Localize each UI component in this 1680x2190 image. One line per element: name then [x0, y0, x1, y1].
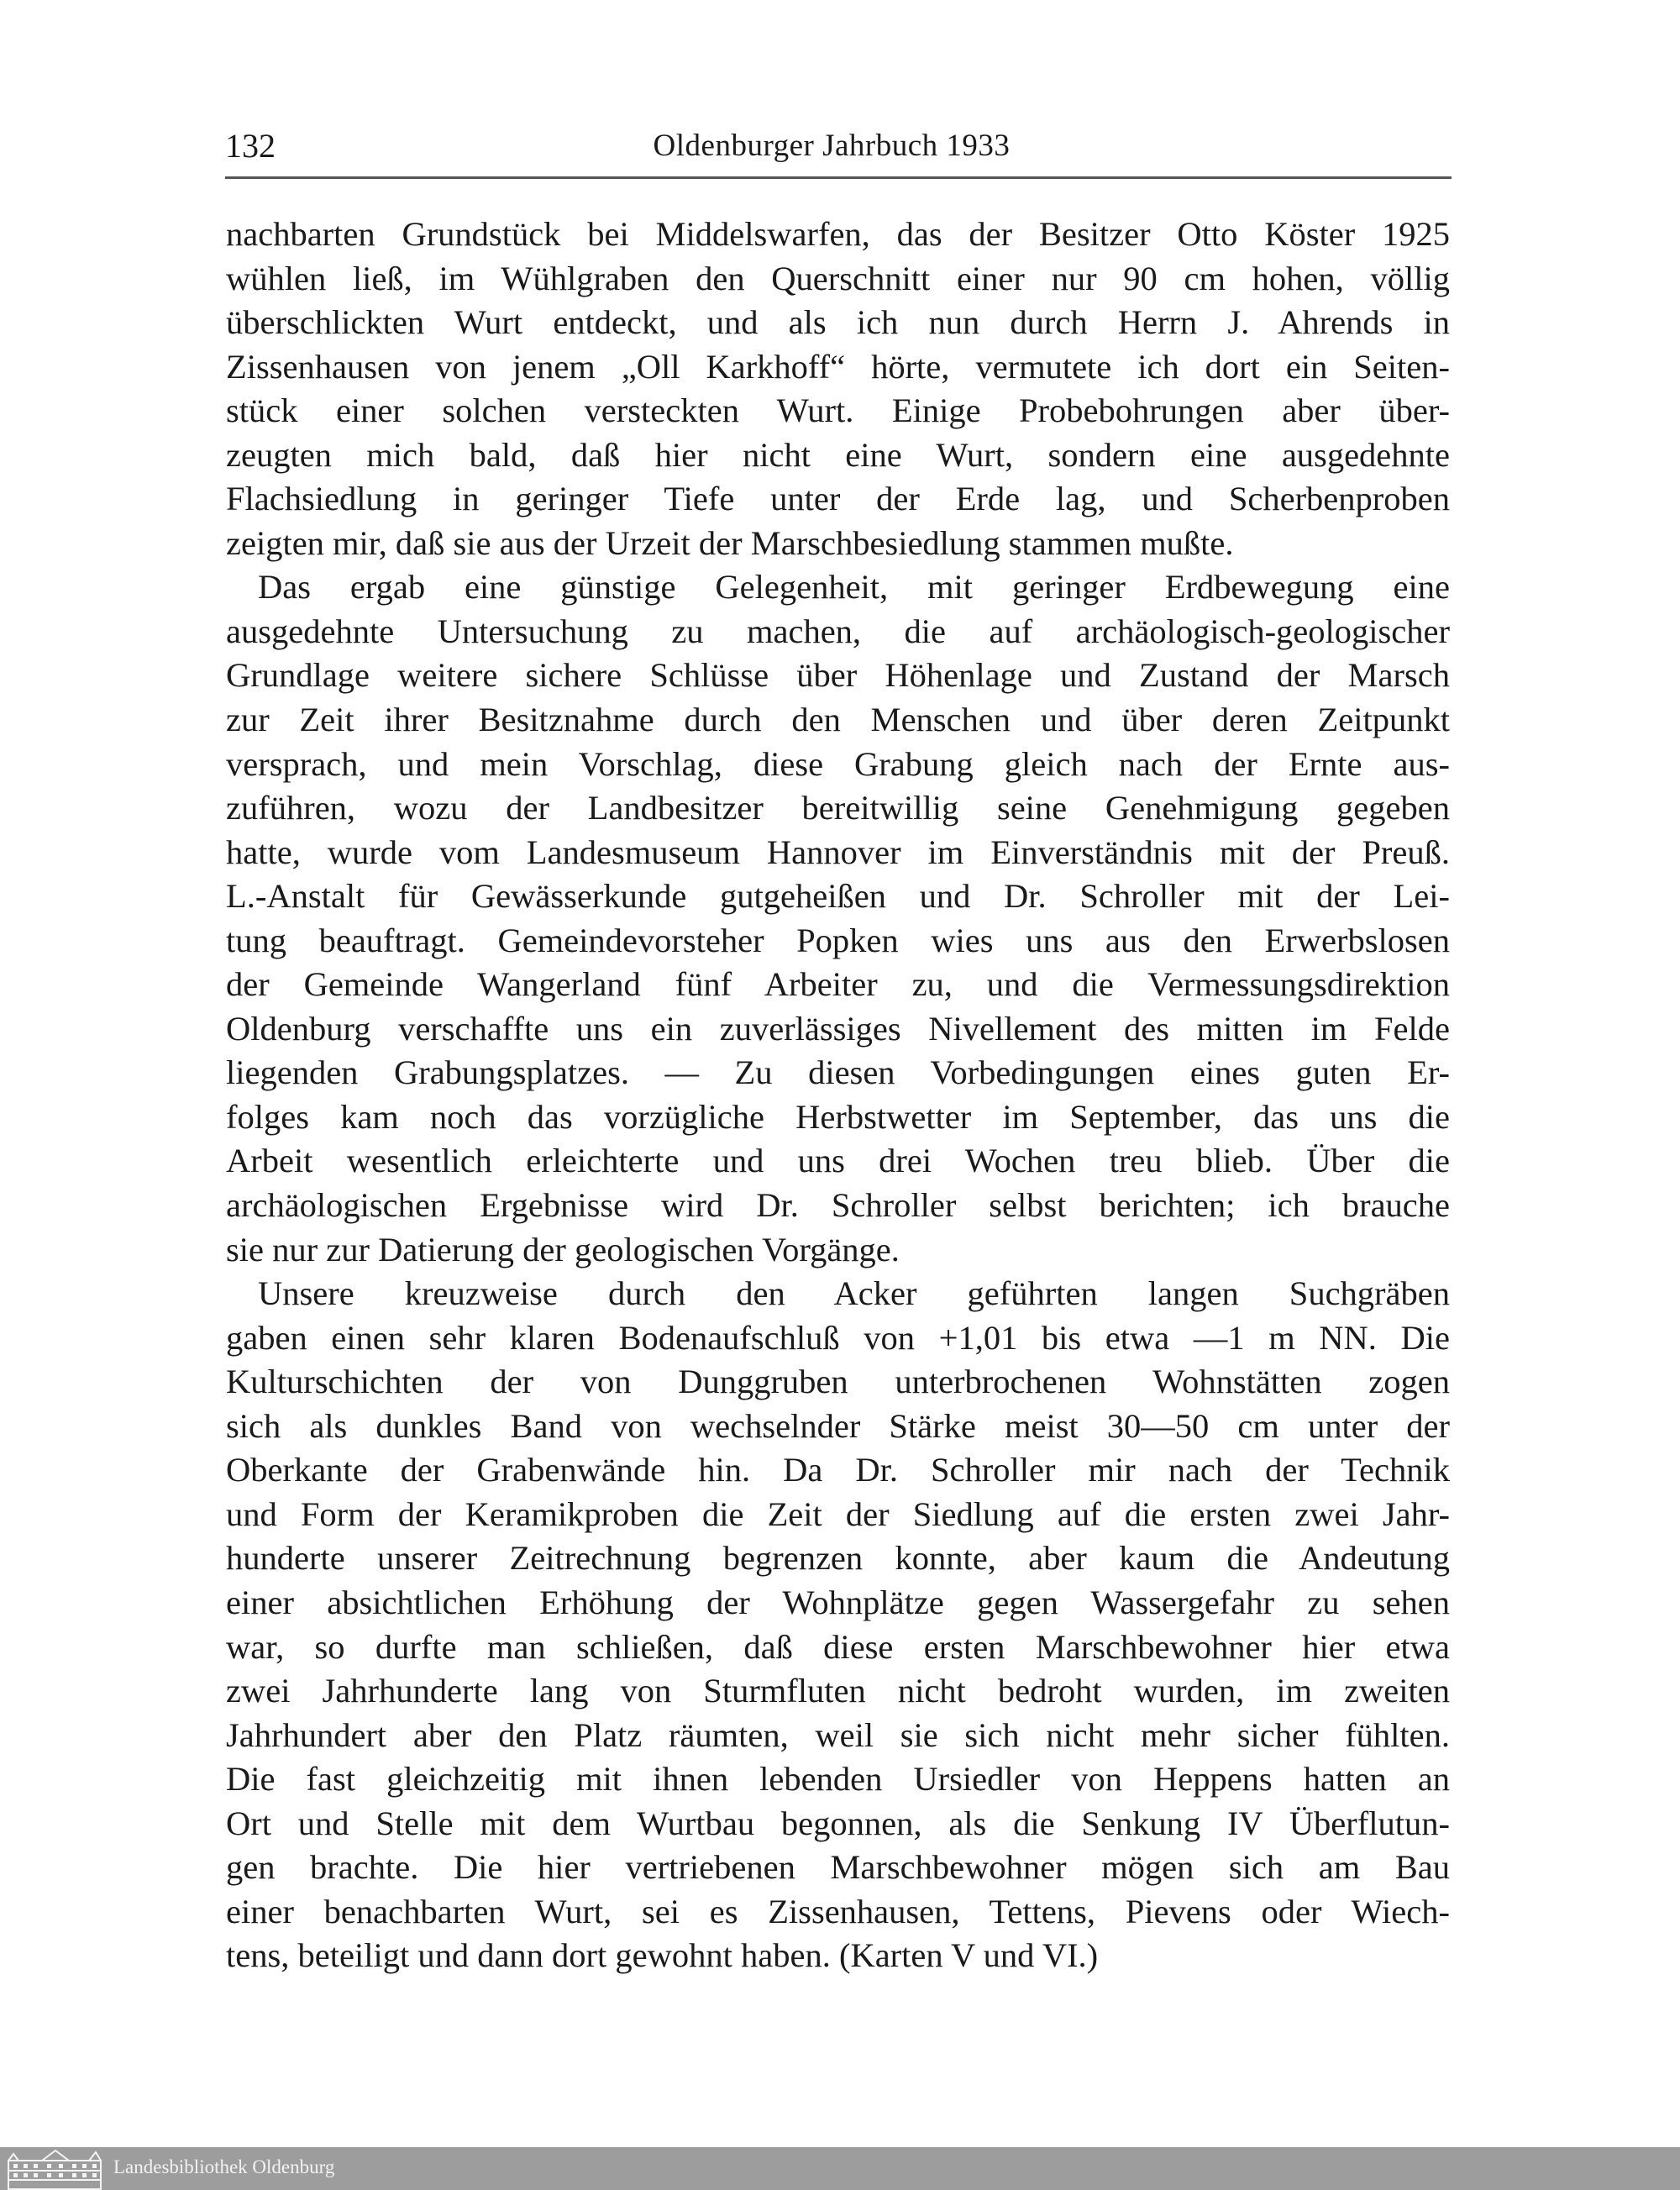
text-line: Ort und Stelle mit dem Wurtbau begonnen, als die Senkung IV Überflutun-: [226, 1804, 1450, 1842]
library-building-icon: [7, 2149, 104, 2190]
text-line: hatte, wurde vom Landesmuseum Hannover im Einverständnis mit der Preuß.: [226, 832, 1450, 871]
text-line: Oberkante der Grabenwände hin. Da Dr. Schroller mir nach der Technik: [226, 1451, 1450, 1489]
text-line: liegenden Grabungsplatzes. — Zu diesen Vorbedingungen eines guten Er-: [226, 1053, 1450, 1092]
text-line: Kulturschichten der von Dunggruben unterbrochenen Wohnstätten zogen: [226, 1363, 1450, 1401]
text-line: zeigten mir, daß sie aus der Urzeit der Marschbesiedlung stammen mußte.: [226, 523, 1234, 562]
text-line: sich als dunkles Band von wechselnder Stärke meist 30—50 cm unter der: [226, 1406, 1450, 1445]
header-rule: [225, 176, 1452, 179]
text-line: zwei Jahrhunderte lang von Sturmfluten nicht bedroht wurden, im zweiten: [226, 1672, 1450, 1710]
text-line: der Gemeinde Wangerland fünf Arbeiter zu, und die Vermessungsdirektion: [226, 965, 1450, 1004]
text-line: wühlen ließ, im Wühlgraben den Querschnitt einer nur 90 cm hohen, völlig: [226, 259, 1450, 297]
text-line: Die fast gleichzeitig mit ihnen lebenden Ursiedler von Heppens hatten an: [226, 1760, 1450, 1799]
text-line: tens, beteiligt und dann dort gewohnt haben. (Karten V und VI.): [226, 1936, 1099, 1975]
text-line: gen brachte. Die hier vertriebenen Marschbewohner mögen sich am Bau: [226, 1848, 1450, 1887]
text-line: nachbarten Grundstück bei Middelswarfen, das der Besitzer Otto Köster 1925: [226, 215, 1450, 253]
text-line: ausgedehnte Untersuchung zu machen, die auf archäologisch-geologischer: [226, 612, 1450, 650]
text-line: Zissenhausen von jenem „Oll Karkhoff“ hörte, vermutete ich dort ein Seiten-: [226, 347, 1450, 386]
text-line: Unsere kreuzweise durch den Acker geführten langen Suchgräben: [258, 1274, 1450, 1313]
text-line: und Form der Keramikproben die Zeit der Siedlung auf die ersten zwei Jahr-: [226, 1494, 1450, 1533]
text-line: gaben einen sehr klaren Bodenaufschluß von +1,01 bis etwa —1 m NN. Die: [226, 1318, 1450, 1357]
text-line: folges kam noch das vorzügliche Herbstwetter im September, das uns die: [226, 1097, 1450, 1136]
text-line: sie nur zur Datierung der geologischen Vorgänge.: [226, 1230, 900, 1268]
text-line: archäologischen Ergebnisse wird Dr. Schroller selbst berichten; ich brauche: [226, 1186, 1450, 1225]
running-title: Oldenburger Jahrbuch 1933: [653, 129, 1011, 163]
text-line: hunderte unserer Zeitrechnung begrenzen konnte, aber kaum die Andeutung: [226, 1539, 1450, 1578]
text-line: L.-Anstalt für Gewässerkunde gutgeheißen und Dr. Schroller mit der Lei-: [226, 877, 1450, 916]
text-line: versprach, und mein Vorschlag, diese Grabung gleich nach der Ernte aus-: [226, 744, 1450, 783]
text-line: Oldenburg verschaffte uns ein zuverlässiges Nivellement des mitten im Felde: [226, 1009, 1450, 1048]
text-line: Das ergab eine günstige Gelegenheit, mit geringer Erdbewegung eine: [258, 568, 1450, 607]
library-name: Landesbibliothek Oldenburg: [113, 2156, 335, 2177]
text-line: Flachsiedlung in geringer Tiefe unter der Erde lag, und Scherbenproben: [226, 480, 1450, 518]
text-line: zuführen, wozu der Landbesitzer bereitwillig seine Genehmigung gegeben: [226, 789, 1450, 827]
text-line: zur Zeit ihrer Besitznahme durch den Menschen und über deren Zeitpunkt: [226, 701, 1450, 739]
text-line: einer benachbarten Wurt, sei es Zissenhausen, Tettens, Pievens oder Wiech-: [226, 1892, 1450, 1930]
text-line: war, so durfte man schließen, daß diese ersten Marschbewohner hier etwa: [226, 1627, 1450, 1666]
page-number: 132: [225, 127, 276, 165]
text-line: Arbeit wesentlich erleichterte und uns drei Wochen treu blieb. Über die: [226, 1142, 1450, 1180]
text-line: stück einer solchen versteckten Wurt. Einige Probebohrungen aber über-: [226, 391, 1450, 430]
text-line: überschlickten Wurt entdeckt, und als ich nun durch Herrn J. Ahrends in: [226, 303, 1450, 342]
text-line: zeugten mich bald, daß hier nicht eine Wurt, sondern eine ausgedehnte: [226, 435, 1450, 474]
text-line: Grundlage weitere sichere Schlüsse über Höhenlage und Zustand der Marsch: [226, 656, 1450, 695]
text-line: Jahrhundert aber den Platz räumten, weil sie sich nicht mehr sicher fühlten.: [226, 1715, 1450, 1754]
text-line: tung beauftragt. Gemeindevorsteher Popken wies uns aus den Erwerbslosen: [226, 921, 1450, 959]
body-text: [226, 213, 1450, 1978]
text-line: einer absichtlichen Erhöhung der Wohnplätze gegen Wassergefahr zu sehen: [226, 1583, 1450, 1621]
